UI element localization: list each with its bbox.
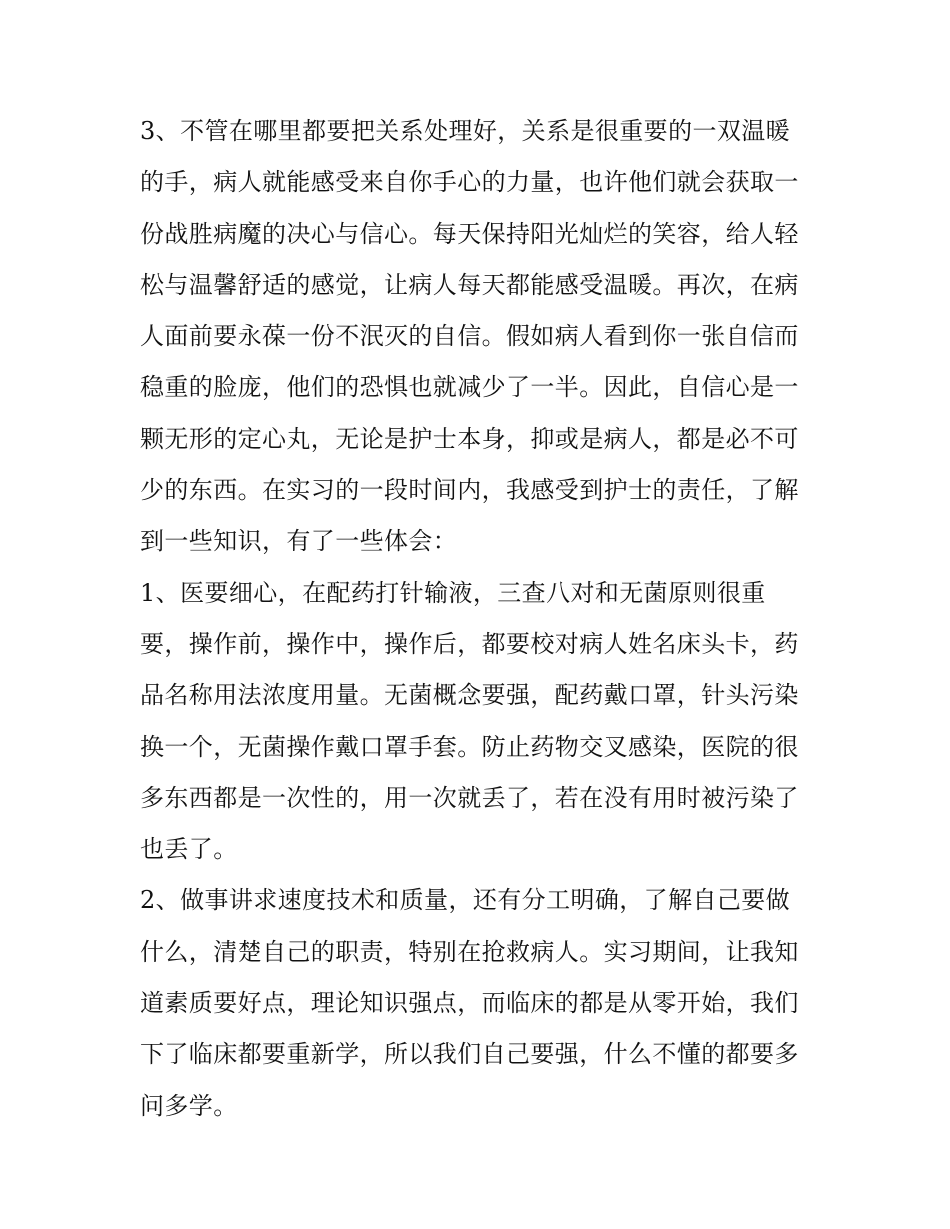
text-line-2: 的手，病人就能感受来自你手心的力量，也许他们就会获取一 — [140, 168, 799, 197]
text-line-19: 下了临床都要重新学，所以我们自己要强，什么不懂的都要多 — [140, 1040, 799, 1069]
text-line-8: 少的东西。在实习的一段时间内，我感受到护士的责任，了解 — [140, 476, 799, 505]
text-line-6: 稳重的脸庞，他们的恐惧也就减少了一半。因此，自信心是一 — [140, 373, 799, 402]
text-line-3: 份战胜病魔的决心与信心。每天保持阳光灿烂的笑容，给人轻 — [140, 219, 799, 248]
text-line-20: 问多学。 — [140, 1091, 238, 1120]
text-line-17: 什么，清楚自己的职责，特别在抢救病人。实习期间，让我知 — [140, 937, 799, 966]
text-line-7: 颗无形的定心丸，无论是护士本身，抑或是病人，都是必不可 — [140, 424, 799, 453]
text-line-18: 道素质要好点，理论知识强点，而临床的都是从零开始，我们 — [140, 989, 799, 1018]
text-line-5: 人面前要永葆一份不泯灭的自信。假如病人看到你一张自信而 — [140, 322, 799, 351]
text-line-15: 也丢了。 — [140, 835, 238, 864]
text-line-11: 要，操作前，操作中，操作后，都要校对病人姓名床头卡，药 — [140, 629, 799, 658]
text-line-10: 1、医要细心，在配药打针输液，三查八对和无菌原则很重 — [140, 578, 766, 607]
text-line-16: 2、做事讲求速度技术和质量，还有分工明确，了解自己要做 — [140, 886, 791, 915]
text-line-13: 换一个，无菌操作戴口罩手套。防止药物交叉感染，医院的很 — [140, 732, 799, 761]
body-text — [140, 106, 820, 1132]
text-line-1: 3、不管在哪里都要把关系处理好，关系是很重要的一双温暖 — [140, 117, 791, 145]
text-line-4: 松与温馨舒适的感觉，让病人每天都能感受温暖。再次，在病 — [140, 270, 799, 299]
text-line-12: 品名称用法浓度用量。无菌概念要强，配药戴口罩，针头污染 — [140, 681, 799, 710]
text-line-9: 到一些知识，有了一些体会： — [140, 527, 458, 556]
text-line-14: 多东西都是一次性的，用一次就丢了，若在没有用时被污染了 — [140, 783, 799, 812]
